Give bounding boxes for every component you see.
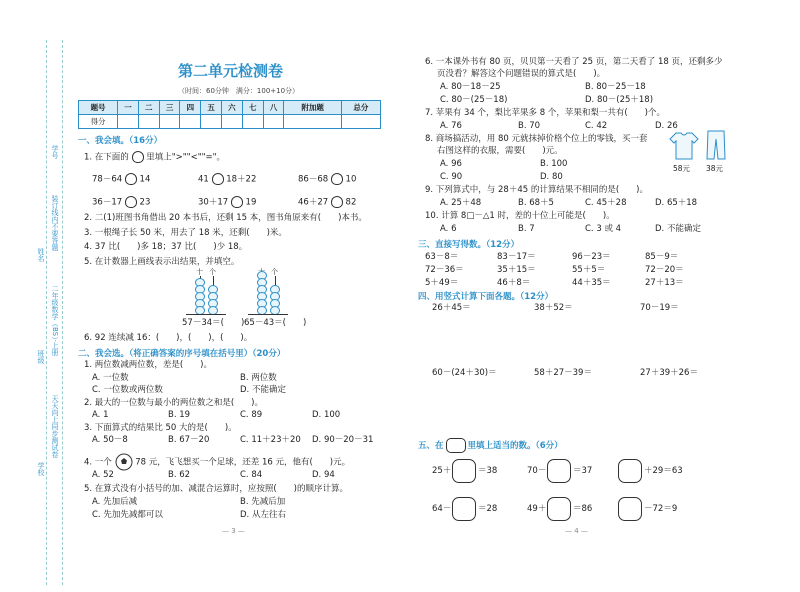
option[interactable]: B. 70 (518, 121, 541, 131)
option[interactable]: D. 从左往右 (240, 510, 286, 520)
calc-item: 44＋35＝ (572, 278, 611, 288)
r-q6: 6. 一本课外书有 80 页，贝贝第一天看了 25 页，第二天看了 18 页，还剩多少 (425, 57, 723, 67)
option[interactable]: C. 45＋28 (585, 198, 627, 208)
abacus-tens-label: 十 (196, 268, 203, 276)
r-q8: 8. 商场搞活动，用 80 元就抹掉价格个位上的零钱，买一套 (425, 134, 648, 144)
option[interactable]: D. 94 (312, 470, 335, 480)
score-header-cell: 一 (118, 101, 139, 115)
score-cell[interactable] (118, 115, 139, 129)
answer-apple-icon[interactable] (125, 173, 137, 185)
s1-q1-text-b: 里填上">""<""="。 (146, 152, 226, 163)
option[interactable]: C. 一位数或两位数 (92, 385, 163, 395)
answer-octagon[interactable] (547, 459, 571, 483)
compare-item: 86－68 10 (298, 174, 357, 185)
s1-q5: 5. 在计数器上画线表示出结果，并填空。 (84, 257, 240, 267)
option[interactable]: C. 3 或 4 (585, 224, 622, 234)
octagon-icon (446, 438, 466, 453)
page-number-left: — 3 — (222, 527, 245, 535)
option[interactable]: B. 两位数 (240, 373, 277, 383)
option[interactable]: B. 7 (518, 224, 535, 234)
calc-item: 96－23＝ (572, 252, 611, 262)
side-name: 姓名 (37, 248, 45, 262)
option[interactable]: D. 90－20－31 (312, 435, 374, 445)
calc-item: 27＋13＝ (645, 278, 684, 288)
side-series: 天天向上同步测试卷 (51, 395, 59, 458)
score-table (78, 100, 381, 129)
score-header-cell: 三 (159, 101, 180, 115)
answer-apple-icon[interactable] (331, 196, 343, 208)
option[interactable]: C. 90 (440, 172, 463, 182)
score-cell[interactable] (138, 115, 159, 129)
answer-octagon[interactable] (452, 459, 476, 483)
binding-line-1 (46, 40, 47, 585)
score-label-cell: 得分 (79, 115, 118, 129)
option[interactable]: A. 52 (92, 470, 114, 480)
compare-item: 36－17 23 (92, 197, 151, 208)
option[interactable]: A. 先加后减 (92, 497, 138, 507)
option[interactable]: A. 6 (440, 224, 457, 234)
section-1-heading: 一、我会填。（16分） (78, 136, 163, 146)
page-title: 第二单元检测卷 (178, 62, 284, 80)
calc-item: 63－8＝ (425, 252, 459, 262)
option[interactable]: A. 80－18－25 (440, 82, 501, 92)
option[interactable]: A. 76 (440, 121, 462, 131)
score-header-cell: 题号 (79, 101, 118, 115)
trousers-icon (706, 129, 726, 161)
calc-item: 46＋8＝ (497, 278, 531, 288)
fill-pre: 64－ (432, 504, 452, 514)
calc-item: 83－17＝ (497, 252, 536, 262)
s2-q1: 1. 两位数减两位数，差是( )。 (84, 360, 212, 370)
compare-item: 41 18＋22 (198, 174, 257, 185)
score-cell[interactable] (341, 115, 380, 129)
r-q10: 10. 计算 8□－△1 时，差的十位上可能是( )。 (425, 211, 615, 221)
option[interactable]: B. 67－20 (168, 435, 210, 445)
section-4-heading: 四、用竖式计算下面各题。（12分） (418, 292, 554, 302)
option[interactable]: D. 100 (312, 410, 341, 420)
r-q8b: 右图这样的衣服，需要( )元。 (437, 146, 563, 156)
option[interactable]: A. 一位数 (92, 373, 129, 383)
s2-q4-text-a: 4. 一个 (84, 457, 112, 468)
s2-q5: 5. 在算式没有小括号的加、减混合运算时，应按照( )的顺序计算。 (84, 484, 348, 494)
abacus-2-equation: 65－43＝( ) (244, 318, 307, 328)
section-3-heading: 三、直接写得数。（12分） (418, 240, 520, 250)
r-q9: 9. 下列算式中，与 28＋45 的计算结果不相同的是( )。 (425, 185, 648, 195)
option[interactable]: A. 25＋48 (440, 198, 482, 208)
score-cell[interactable] (263, 115, 284, 129)
calc-item: 85－9＝ (645, 252, 679, 262)
abacus-ones-label: 个 (271, 268, 278, 276)
page-number-right: — 4 — (565, 527, 588, 535)
answer-octagon[interactable] (547, 497, 571, 521)
score-header-cell: 六 (222, 101, 243, 115)
score-header-cell: 七 (242, 101, 263, 115)
side-school: 学校 (37, 462, 45, 476)
vertical-calc-item: 27＋39＋26＝ (640, 368, 698, 378)
score-header-cell: 四 (180, 101, 201, 115)
apple-icon (132, 151, 144, 163)
answer-apple-icon[interactable] (331, 173, 343, 185)
answer-octagon[interactable] (452, 497, 476, 521)
option[interactable]: C. 80－(25－18) (440, 95, 508, 105)
option[interactable]: B. 先减后加 (240, 497, 286, 507)
vertical-calc-item: 60－(24＋30)＝ (432, 368, 497, 378)
option[interactable]: C. 先加先减都可以 (92, 510, 163, 520)
binding-line-2 (62, 40, 63, 585)
option[interactable]: D. 80 (540, 172, 563, 182)
option[interactable]: C. 11＋23＋20 (240, 435, 301, 445)
fill-pre: 49＋ (527, 504, 547, 514)
option[interactable]: C. 42 (585, 121, 608, 131)
score-header-cell: 五 (201, 101, 222, 115)
side-student-id: 学号 (51, 145, 59, 159)
answer-apple-icon[interactable] (231, 196, 243, 208)
option[interactable]: D. 80－(25＋18) (585, 95, 654, 105)
score-cell[interactable] (242, 115, 263, 129)
score-header-cell: 八 (263, 101, 284, 115)
r-q6b: 页没看？解答这个问题错误的算式是( )。 (437, 69, 606, 79)
option[interactable]: B. 100 (540, 159, 568, 169)
fill-post: ＝37 (573, 466, 593, 476)
option[interactable]: B. 68＋5 (518, 198, 554, 208)
r-q7: 7. 苹果有 34 个，梨比苹果多 8 个，苹果和梨一共有( )个。 (425, 108, 665, 118)
fill-pre: 70－ (527, 466, 547, 476)
vertical-calc-item: 58＋27－39＝ (534, 368, 592, 378)
answer-octagon[interactable] (618, 497, 642, 521)
option[interactable]: A. 1 (92, 410, 109, 420)
fill-post: ＝86 (573, 504, 593, 514)
abacus-1-equation: 57－34＝( ) (182, 318, 245, 328)
score-cell[interactable] (284, 115, 341, 129)
s1-q3: 3. 一根绳子长 50 米，用去了 18 米，还剩( )米。 (84, 228, 287, 238)
option[interactable]: D. 26 (655, 121, 678, 131)
fill-post: ＝38 (478, 466, 498, 476)
vertical-calc-item: 70－19＝ (640, 303, 679, 313)
option[interactable]: D. 65＋18 (655, 198, 698, 208)
vertical-calc-item: 26＋45＝ (432, 303, 471, 313)
score-cell[interactable] (180, 115, 201, 129)
s1-q1-text: 1. 在下面的 (84, 152, 129, 163)
calc-item: 5＋49＝ (425, 278, 459, 288)
option[interactable]: C. 84 (240, 470, 263, 480)
compare-item: 78－64 14 (92, 174, 151, 185)
s2-q4 (84, 453, 350, 471)
option[interactable]: B. 62 (168, 470, 191, 480)
calc-item: 55＋5＝ (572, 265, 606, 275)
fill-post: ＋29＝63 (644, 466, 683, 476)
calc-item: 35＋15＝ (497, 265, 536, 275)
trousers-price: 38元 (706, 164, 724, 173)
s1-q2: 2. 二(1)班图书角借出 20 本书后，还剩 15 本，图书角原来有( )本书。 (84, 213, 367, 223)
calc-item: 72－36＝ (425, 265, 464, 275)
side-class: 班级 (37, 350, 45, 364)
score-cell[interactable] (159, 115, 180, 129)
s2-q4-text-b: 78 元，飞飞想买一个足球，还差 16 元，他有( )元。 (135, 457, 351, 468)
option[interactable]: A. 96 (440, 159, 462, 169)
side-grade: 二年级数学（BS）·上册 (51, 285, 59, 356)
score-header-cell: 总分 (341, 101, 380, 115)
s1-q4: 4. 37 比( )多 18；37 比( )少 18。 (84, 242, 248, 252)
abacus-ones-label: 个 (209, 268, 216, 276)
option[interactable]: B. 80－25－18 (585, 82, 646, 92)
s2-q3: 3. 下面算式的结果比 50 大的是( )。 (84, 423, 237, 433)
option[interactable]: B. 19 (168, 410, 191, 420)
page-subtitle: （时间：60分钟 满分：100+10分） (178, 87, 300, 95)
option[interactable]: C. 89 (240, 410, 263, 420)
s2-q2: 2. 最大的一位数与最小的两位数之和是( )。 (84, 398, 263, 408)
s1-q6: 6. 92 连续减 16：( )，( )，( )。 (84, 333, 253, 343)
side-warning: 装订线内不要答题 (51, 195, 59, 251)
answer-octagon[interactable] (618, 459, 642, 483)
vertical-calc-item: 38＋52＝ (534, 303, 573, 313)
shirt-icon (668, 131, 700, 161)
compare-item: 30＋17 19 (198, 197, 257, 208)
option[interactable]: D. 不能确定 (655, 224, 701, 234)
answer-apple-icon[interactable] (125, 196, 137, 208)
fill-post: ＝28 (478, 504, 498, 514)
answer-apple-icon[interactable] (212, 173, 224, 185)
s1-q1 (84, 151, 225, 164)
fill-post: －72＝9 (644, 504, 678, 514)
score-cell[interactable] (201, 115, 222, 129)
score-header-cell: 附加题 (284, 101, 341, 115)
shirt-price: 58元 (673, 164, 691, 173)
score-header-cell: 二 (138, 101, 159, 115)
option[interactable]: A. 50－8 (92, 435, 128, 445)
section-2-heading: 二、我会选。（将正确答案的序号填在括号里）（20分） (78, 349, 286, 359)
option[interactable]: D. 不能确定 (240, 385, 286, 395)
calc-item: 72－20＝ (645, 265, 684, 275)
section-5-heading: 五、在 里填上适当的数。（6分） (418, 438, 563, 453)
fill-pre: 25＋ (432, 466, 452, 476)
score-cell[interactable] (222, 115, 243, 129)
compare-item: 46＋27 82 (298, 197, 357, 208)
football-icon (115, 453, 133, 471)
